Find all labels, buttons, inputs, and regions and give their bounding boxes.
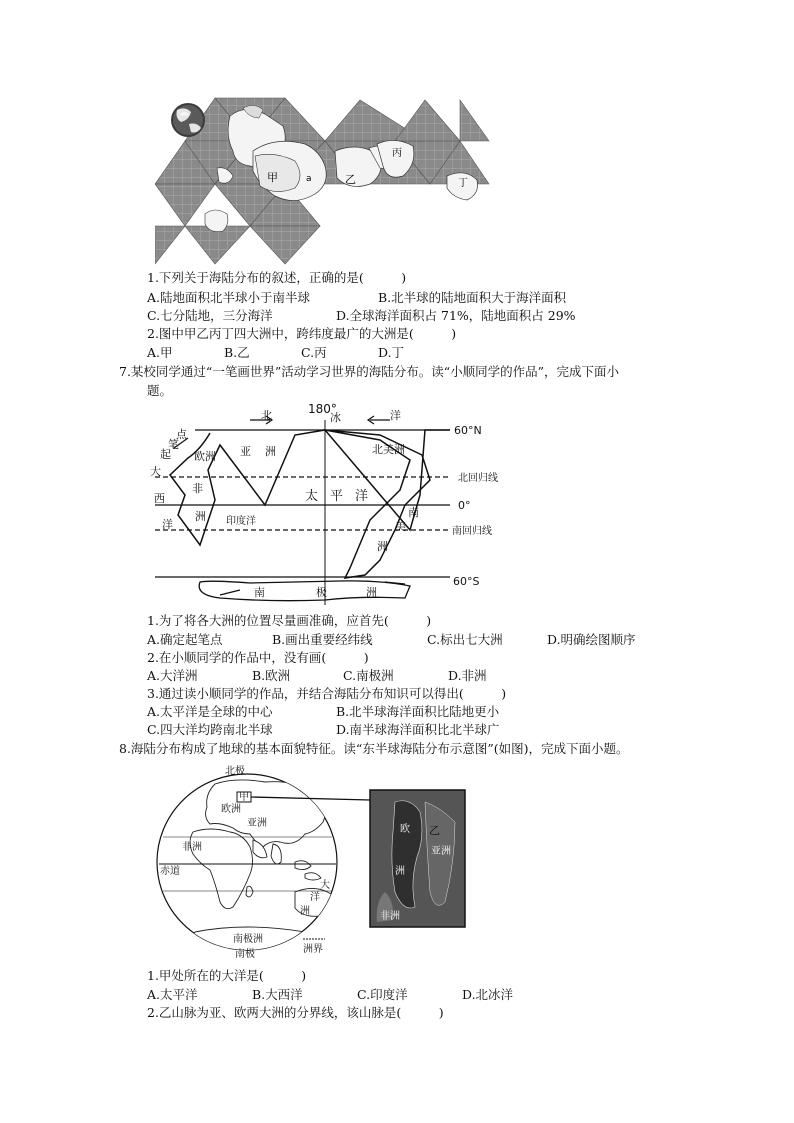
hemi-feizhou: 非洲 xyxy=(182,842,202,853)
label-tropic-n: 北回归线 xyxy=(458,473,498,484)
eastern-hemisphere-figure xyxy=(155,762,470,962)
q7-stem-line1: 7.某校同学通过“一笔画世界”活动学习世界的海陆分布。读“小顺同学的作品”，完成下面小 xyxy=(119,364,619,379)
q6-2-option-c[interactable]: C.丙 xyxy=(301,345,327,360)
q6-2-stem: 2.图中甲乙丙丁四大洲中，跨纬度最广的大洲是( ) xyxy=(147,326,457,341)
label-60n: 60°N xyxy=(454,424,482,437)
q7-1-option-b[interactable]: B.画出重要经纬线 xyxy=(272,632,373,647)
map-label-yi: 乙 xyxy=(345,173,356,186)
hemi-chidao: 赤道 xyxy=(160,866,180,877)
label-zhou: 洲 xyxy=(265,445,276,458)
hemi-jia: 甲 xyxy=(239,792,249,803)
q6-2-option-b[interactable]: B.乙 xyxy=(224,345,250,360)
label-nan2: 南 xyxy=(254,586,265,599)
label-tropic-s: 南回归线 xyxy=(452,526,492,537)
hemi-beiji: 北极 xyxy=(225,766,245,777)
map-label-bing: 丙 xyxy=(392,148,402,159)
label-bei: 北 xyxy=(261,409,272,422)
hemi-ouzhou: 欧洲 xyxy=(221,804,241,815)
q6-1-stem: 1.下列关于海陆分布的叙述，正确的是( ) xyxy=(147,270,407,285)
q8-1-option-d[interactable]: D.北冰洋 xyxy=(462,987,514,1002)
q7-3-option-b[interactable]: B.北半球海洋面积比陆地更小 xyxy=(336,704,500,719)
inset-zhou: 洲 xyxy=(395,866,405,877)
hemi-nanjizhou: 南极洲 xyxy=(233,934,263,945)
hemi-yang: 洋 xyxy=(310,892,320,903)
label-yang3: 洋 xyxy=(355,489,369,504)
label-ping: 平 xyxy=(330,489,344,504)
q7-3-option-a[interactable]: A.太平洋是全球的中心 xyxy=(147,704,273,719)
label-da: 大 xyxy=(150,465,161,478)
q6-1-option-d[interactable]: D.全球海洋面积占 71%，陆地面积占 29% xyxy=(336,308,576,323)
map-label-jia: 甲 xyxy=(267,171,278,184)
q8-2-stem: 2.乙山脉为亚、欧两大洲的分界线，该山脉是( ) xyxy=(147,1005,444,1020)
label-bi: 笔 xyxy=(168,438,179,451)
label-yang2: 洋 xyxy=(162,518,173,531)
hemi-zhou: 洲 xyxy=(300,906,310,917)
label-nan: 南 xyxy=(408,506,419,519)
q7-2-stem: 2.在小顺同学的作品中，没有画( ) xyxy=(147,650,369,665)
label-zhou3: 洲 xyxy=(377,540,388,553)
label-tai: 太 xyxy=(305,489,319,504)
label-zhou4: 洲 xyxy=(366,586,377,599)
q7-1-option-d[interactable]: D.明确绘图顺序 xyxy=(547,632,636,647)
hemi-nanji: 南极 xyxy=(235,949,255,960)
q7-2-option-b[interactable]: B.欧洲 xyxy=(252,668,291,683)
label-qi: 起 xyxy=(160,448,171,461)
q7-2-option-d[interactable]: D.非洲 xyxy=(448,668,487,683)
hemi-yazhou: 亚洲 xyxy=(247,818,267,829)
q7-2-option-c[interactable]: C.南极洲 xyxy=(343,668,394,683)
label-mei: 美 xyxy=(395,520,406,533)
q8-1-option-a[interactable]: A.太平洋 xyxy=(147,987,198,1002)
label-ya: 亚 xyxy=(240,445,251,458)
label-zhou2: 洲 xyxy=(195,510,206,523)
label-fei: 非 xyxy=(192,482,203,495)
q7-3-stem: 3.通过读小顺同学的作品，并结合海陆分布知识可以得出( ) xyxy=(147,686,507,701)
label-60s: 60°S xyxy=(453,575,480,588)
label-ji: 极 xyxy=(316,586,327,599)
inset-yi: 乙 xyxy=(429,824,440,837)
q8-1-stem: 1.甲处所在的大洋是( ) xyxy=(147,968,307,983)
q7-3-option-c[interactable]: C.四大洋均跨南北半球 xyxy=(147,722,273,737)
label-yang: 洋 xyxy=(390,409,401,422)
map-label-ding: 丁 xyxy=(458,178,468,189)
q8-1-option-b[interactable]: B.大西洋 xyxy=(252,987,303,1002)
inset-yazhou: 亚洲 xyxy=(431,846,451,857)
q7-2-option-a[interactable]: A.大洋洲 xyxy=(147,668,198,683)
q8-stem: 8.海陆分布构成了地球的基本面貌特征。读“东半球海陆分布示意图”(如图)，完成下面小题。 xyxy=(119,741,629,756)
label-bing: 冰 xyxy=(330,411,341,424)
label-yinduyang: 印度洋 xyxy=(226,516,256,527)
label-0: 0° xyxy=(458,499,471,512)
q6-1-option-c[interactable]: C.七分陆地，三分海洋 xyxy=(147,308,273,323)
one-stroke-world-figure xyxy=(140,400,530,610)
q6-1-option-b[interactable]: B.北半球的陆地面积大于海洋面积 xyxy=(378,290,567,305)
q7-1-option-a[interactable]: A.确定起笔点 xyxy=(147,632,223,647)
q6-1-option-a[interactable]: A.陆地面积北半球小于南半球 xyxy=(147,290,311,305)
inset-feizhou: 非洲 xyxy=(380,911,400,922)
q6-2-option-a[interactable]: A.甲 xyxy=(147,345,173,360)
label-dian: 点 xyxy=(176,428,187,441)
dymaxion-map-figure xyxy=(155,96,490,266)
q7-1-option-c[interactable]: C.标出七大洲 xyxy=(427,632,503,647)
q7-stem-line2: 题。 xyxy=(147,383,173,398)
label-xi: 西 xyxy=(154,492,165,505)
map-label-a: a xyxy=(306,174,312,184)
hemi-da: 大 xyxy=(320,880,330,891)
label-ouzhou: 欧洲 xyxy=(194,450,216,463)
inset-ou: 欧 xyxy=(400,824,410,835)
q6-2-option-d[interactable]: D.丁 xyxy=(378,345,405,360)
q7-1-stem: 1.为了将各大洲的位置尽量画准确，应首先( ) xyxy=(147,613,432,628)
label-beimeizhou: 北美洲 xyxy=(372,443,405,456)
q7-3-option-d[interactable]: D.南半球海洋面积比北半球广 xyxy=(336,722,500,737)
label-180: 180° xyxy=(308,402,337,416)
hemi-zhoujie: 洲界 xyxy=(303,944,323,955)
q8-1-option-c[interactable]: C.印度洋 xyxy=(357,987,408,1002)
